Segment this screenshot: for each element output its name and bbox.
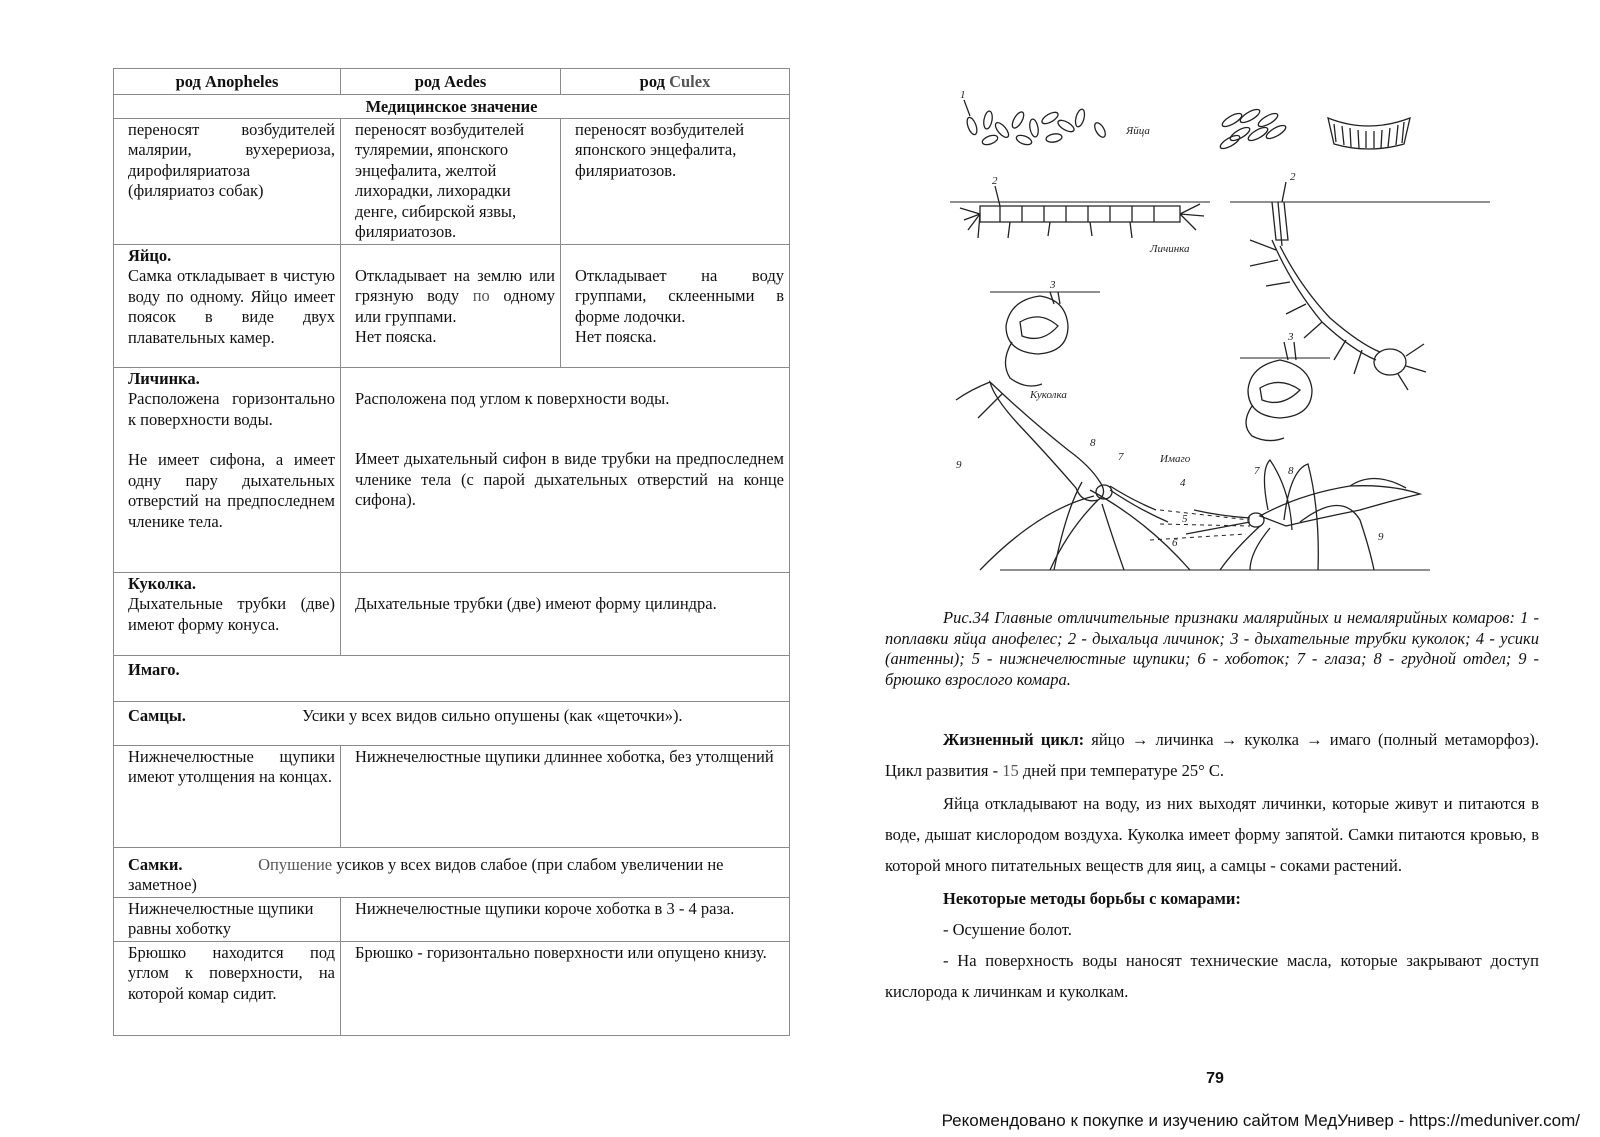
larva-title: Личинка. xyxy=(128,368,200,388)
females-abdomen-row xyxy=(114,941,790,1035)
pupa-row xyxy=(114,572,790,655)
females-text: усиков у всех видов слабое (при слабом увеличении не заметное) xyxy=(128,854,724,894)
lifecycle-egg: яйцо xyxy=(1091,730,1125,749)
egg-anopheles: Самка откладывает в чистую воду по одному. Яйцо имеет поясок в виде двух плавательных камер. xyxy=(128,266,335,347)
culex-pupa xyxy=(1246,342,1312,441)
label-n8a: 8 xyxy=(1090,437,1096,449)
egg-anopheles-cell xyxy=(114,244,341,367)
label-pupa: Куколка xyxy=(1030,389,1067,401)
females-row xyxy=(114,847,790,897)
medical-title-row xyxy=(114,95,790,119)
right-text xyxy=(885,724,1539,1007)
culex-egg-raft xyxy=(1328,118,1410,149)
label-n2b: 2 xyxy=(1290,171,1296,183)
label-n8b: 8 xyxy=(1288,465,1294,477)
label-n7b: 7 xyxy=(1254,465,1260,477)
pupa-anopheles-cell xyxy=(114,572,341,655)
anopheles-imago xyxy=(956,382,1190,570)
lifecycle-arrow-1: → xyxy=(1131,730,1149,749)
lifecycle-larva: личинка xyxy=(1155,730,1214,749)
larva-row xyxy=(114,367,790,572)
header-aedes: род Aedes xyxy=(341,69,561,95)
egg-title: Яйцо. xyxy=(128,245,172,265)
females-palps-anopheles: Нижнечелюстные щупики равны хоботку xyxy=(114,897,341,941)
females-abdomen-others: Брюшко - горизонтально поверхности или опущено книзу. xyxy=(341,941,790,1035)
label-n9a: 9 xyxy=(956,459,962,471)
lifecycle-imago: имаго (полный xyxy=(1329,730,1438,749)
larva-others-siphon: Имеет дыхательный сифон в виде трубки на предпоследнем членике тела (с парой дыхательных отверстий на конце сифона). xyxy=(355,449,784,509)
label-n1: 1 xyxy=(960,90,966,101)
medical-culex: переносят возбудителей японского энцефалита, филяриатозов. xyxy=(561,118,790,244)
egg-row xyxy=(114,244,790,367)
females-text-grey: Опушение xyxy=(258,854,333,874)
larva-others-position: Расположена под углом к поверхности воды. xyxy=(355,388,670,408)
medical-title: Медицинское значение xyxy=(114,95,790,119)
methods-heading: Некоторые методы борьбы с комарами: xyxy=(943,889,1241,908)
culex-imago xyxy=(1186,460,1420,570)
label-n6: 6 xyxy=(1172,537,1178,549)
label-larva: Личинка xyxy=(1150,243,1190,255)
aedes-eggs xyxy=(1218,107,1287,151)
imago-row xyxy=(114,655,790,701)
anopheles-pupa xyxy=(1005,292,1068,386)
males-title: Самцы. xyxy=(128,705,186,725)
label-eggs: Яйца xyxy=(1126,125,1150,137)
lifecycle-line2: метаморфоз). Цикл развития - 15 дней при температуре 25° С. xyxy=(885,730,1540,780)
figure-caption: Рис.34 Главные отличительные признаки малярийных и немалярийных комаров: 1 - поплавки яйца анофелес; 2 - дыхальца личинок; 3 - дыхательные трубки куколок; 4 - усики (антенны); 5 - нижнечелюстные щупики; 6 - хоботок; 7 - глаза; 8 - грудной отдел; 9 - брюшко взрослого комара. xyxy=(885,608,1539,689)
lifecycle-arrow-3: → xyxy=(1306,730,1323,749)
males-palps-anopheles: Нижнечелюстные щупики имеют утолщения на концах. xyxy=(114,745,341,847)
anopheles-eggs xyxy=(964,100,1107,146)
pupa-title: Куколка. xyxy=(128,573,197,593)
header-culex-prefix: род xyxy=(639,72,665,91)
females-palps-row xyxy=(114,897,790,941)
methods-item-2: - На поверхность воды наносят технические масла, которые закрывают доступ кислорода к личинкам и куколкам. xyxy=(885,951,1539,1001)
females-palps-others: Нижнечелюстные щупики короче хоботка в 3 - 4 раза. xyxy=(341,897,790,941)
pupa-anopheles: Дыхательные трубки (две) имеют форму конуса. xyxy=(128,594,335,634)
males-cell xyxy=(114,701,790,745)
header-culex-name: Culex xyxy=(669,72,711,91)
label-n7a: 7 xyxy=(1118,451,1124,463)
males-text: Усики у всех видов сильно опушены (как «щеточки»). xyxy=(302,705,683,725)
methods-item-1: - Осушение болот. xyxy=(943,920,1072,939)
culex-larva xyxy=(1250,182,1426,390)
egg-aedes: Откладывает на землю или грязную воду по одному или группами. xyxy=(355,265,555,326)
lifecycle-paragraph: Яйца откладывают на воду, из них выходят личинки, которые живут и питаются в воде, дышат кислородом воздуха. Куколка имеет форму запятой. Самки питаются кровью, в которой много питательных веществ для яиц, а самцы - соками растений. xyxy=(885,794,1539,875)
label-n9b: 9 xyxy=(1378,531,1384,543)
label-imago: Имаго xyxy=(1160,453,1191,465)
pupa-others-cell xyxy=(341,572,790,655)
header-culex xyxy=(561,69,790,95)
females-abdomen-anopheles: Брюшко находится под углом к поверхности, на которой комар сидит. xyxy=(114,941,341,1035)
mosquito-figure xyxy=(950,90,1502,590)
label-n5: 5 xyxy=(1182,513,1188,525)
egg-aedes-cell xyxy=(341,244,561,367)
larva-others-cell xyxy=(341,367,790,572)
larva-anopheles-siphon: Не имеет сифона, а имеет одну пару дыхательных отверстий на предпоследнем членике тела. xyxy=(128,450,335,531)
egg-culex: Откладывает на воду группами, склеенными в форме лодочки. xyxy=(575,265,784,326)
anopheles-larva xyxy=(960,186,1204,238)
egg-culex-cell xyxy=(561,244,790,367)
label-n3a: 3 xyxy=(1050,279,1056,291)
lifecycle-pupa: куколка xyxy=(1244,730,1299,749)
larva-anopheles-position: Расположена горизонтально к поверхности воды. xyxy=(128,389,335,429)
females-cell xyxy=(114,847,790,897)
larva-anopheles-cell xyxy=(114,367,341,572)
page-number: 79 xyxy=(1206,1070,1224,1087)
males-row xyxy=(114,701,790,745)
males-palps-row xyxy=(114,745,790,847)
egg-aedes-belt: Нет пояска. xyxy=(355,327,437,346)
label-n3b: 3 xyxy=(1288,331,1294,343)
medical-row xyxy=(114,118,790,244)
egg-culex-belt: Нет пояска. xyxy=(575,327,657,346)
lifecycle-line xyxy=(885,724,1539,786)
pupa-others: Дыхательные трубки (две) имеют форму цилиндра. xyxy=(355,593,717,613)
label-n4: 4 xyxy=(1180,477,1186,489)
lifecycle-arrow-2: → xyxy=(1220,730,1238,749)
table-header-row xyxy=(114,69,790,95)
medical-aedes: переносят возбудителей туляремии, японского энцефалита, желтой лихорадки, лихорадки денге, сибирской язвы, филяриатозов. xyxy=(341,118,561,244)
medical-anopheles: переносят возбудителей малярии, вухерериоза, дирофиляриатоза (филяриатоз собак) xyxy=(114,118,341,244)
header-anopheles: род Anopheles xyxy=(114,69,341,95)
females-title: Самки. xyxy=(128,854,183,874)
footer-recommendation: Рекомендовано к покупке и изучению сайтом МедУнивер - https://meduniver.com/ xyxy=(941,1111,1580,1130)
comparison-table xyxy=(113,68,790,1036)
lifecycle-label: Жизненный цикл: xyxy=(943,730,1085,749)
males-palps-others: Нижнечелюстные щупики длиннее хоботка, без утолщений xyxy=(341,745,790,847)
imago-title: Имаго. xyxy=(114,655,790,701)
label-n2a: 2 xyxy=(992,175,998,187)
